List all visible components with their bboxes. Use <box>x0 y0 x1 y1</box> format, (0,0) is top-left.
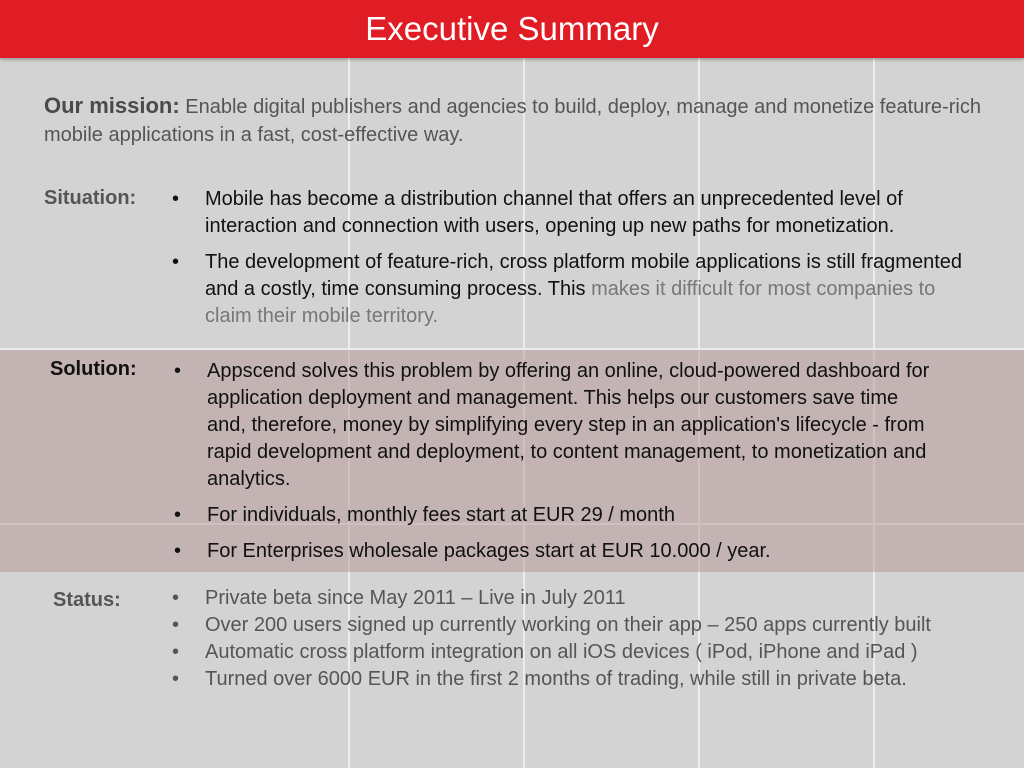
status-label: Status: <box>53 589 121 611</box>
list-item <box>172 186 982 240</box>
status-list <box>172 585 992 693</box>
list-item <box>172 249 982 330</box>
list-item <box>174 538 934 565</box>
solution-bullet-3: For Enterprises wholesale packages start at EUR 10.000 / year. <box>207 540 771 562</box>
situation-bullet-1: Mobile has become a distribution channel that offers an unprecedented level of interaction and connection with users, opening up new paths for monetization. <box>205 188 903 237</box>
solution-label: Solution: <box>50 358 137 380</box>
list-item <box>172 666 992 693</box>
list-item <box>172 585 992 612</box>
status-bullet-3: Automatic cross platform integration on all iOS devices ( iPod, iPhone and iPad ) <box>205 641 918 663</box>
situation-bullet-2-tail: makes it difficult for most companies to claim their mobile territory. <box>205 278 936 327</box>
slide-title: Executive Summary <box>0 0 1024 58</box>
mission-text: Enable digital publishers and agencies to build, deploy, manage and monetize feature-rich mobile applications in a fast, cost-effective way. <box>44 96 981 146</box>
list-item <box>174 502 934 529</box>
list-item <box>172 639 992 666</box>
solution-list <box>174 358 934 574</box>
situation-list <box>172 186 982 339</box>
list-item <box>174 358 934 493</box>
situation-label: Situation: <box>44 187 137 209</box>
situation-bullet-2-main: The development of feature-rich, cross platform mobile applications is still fragmented and a costly, time consuming process. This <box>205 251 963 300</box>
solution-bullet-1: Appscend solves this problem by offering an online, cloud-powered dashboard for application deployment and management. This helps our customers save time and, therefore, money by simplifying every step in an application's lifecycle - from rapid development and deployment, to content management, to monetization and analytics. <box>207 360 930 490</box>
status-bullet-4: Turned over 6000 EUR in the first 2 months of trading, while still in private beta. <box>205 668 907 690</box>
status-bullet-1: Private beta since May 2011 – Live in July 2011 <box>205 587 626 609</box>
list-item <box>172 612 992 639</box>
mission-statement <box>44 92 984 149</box>
solution-bullet-2: For individuals, monthly fees start at EUR 29 / month <box>207 504 675 526</box>
status-bullet-2: Over 200 users signed up currently working on their app – 250 apps currently built <box>205 614 931 636</box>
mission-label: Our mission: <box>44 93 180 118</box>
